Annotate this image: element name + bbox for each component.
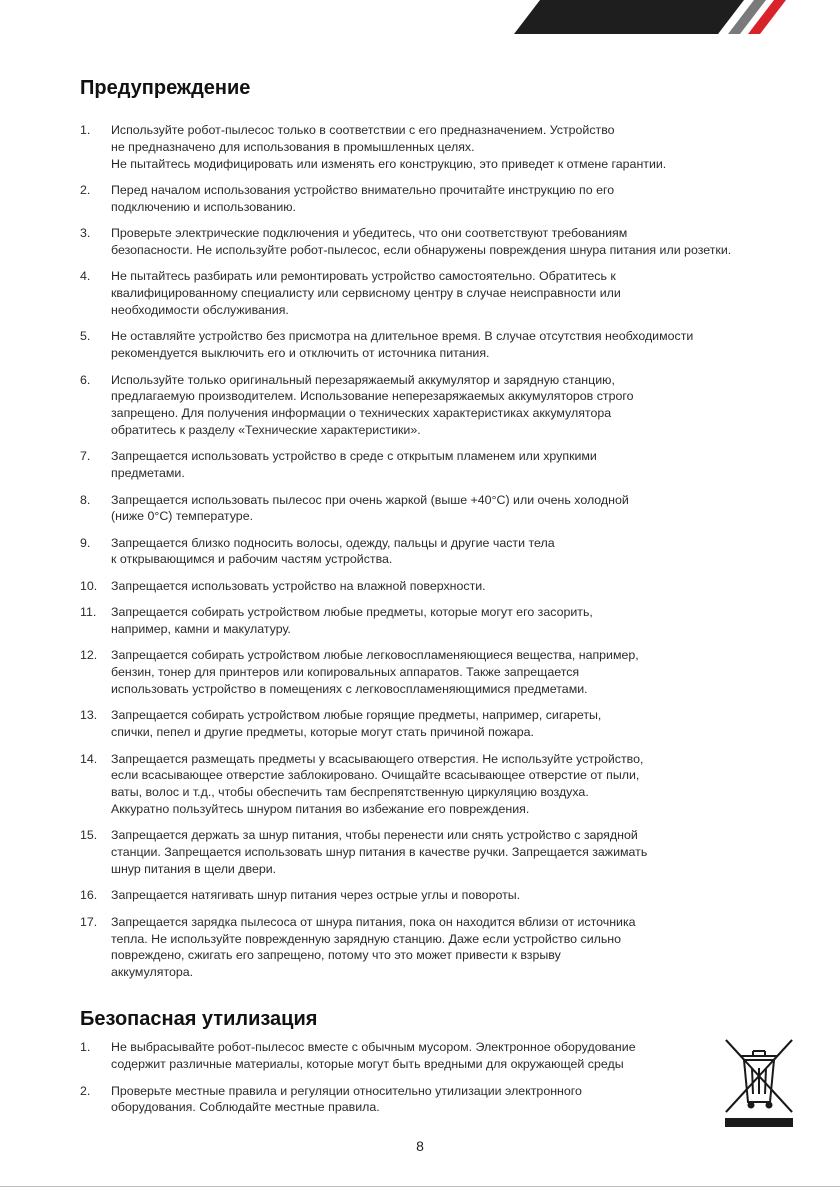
list-item-text: Запрещается собирать устройством любые горящие предметы, например, сигареты, спички, пепел и другие предметы, которые могут стать причиной пожара. xyxy=(111,708,602,740)
list-item-text: Запрещается размещать предметы у всасывающего отверстия. Не используйте устройство, если всасывающее отверстие заблокировано. Очищайте всасывающее отверстие от пыли, ваты, волос и т.д., чтобы обеспечить там беспрепятственную циркуляцию воздуха. Аккуратно пользуйтесь шнуром питания во избежание его повреждения. xyxy=(111,751,644,817)
list-item xyxy=(80,707,760,741)
list-item-number: 15. xyxy=(80,828,98,843)
list-item-number: 12. xyxy=(80,648,98,663)
list-item xyxy=(80,578,760,595)
list-item xyxy=(80,887,760,904)
list-item-text: Не выбрасывайте робот-пылесос вместе с обычным мусором. Электронное оборудование содержит различные материалы, которые могут быть вредными для окружающей среды xyxy=(111,1040,636,1071)
list-item xyxy=(80,182,760,216)
brand-stripe-dark xyxy=(514,0,744,34)
crossed-out-wheelie-bin-icon xyxy=(722,1038,796,1128)
list-item-text: Запрещается собирать устройством любые легковоспламеняющиеся вещества, например, бензин, тонер для принтеров или копировальных аппаратов. Также запрещается использовать устройство в помещениях с легковоспламеняющимися предметами. xyxy=(111,648,639,697)
list-item-number: 2. xyxy=(80,182,91,197)
list-item xyxy=(80,492,760,526)
list-item-number: 3. xyxy=(80,226,91,241)
brand-stripes-decoration xyxy=(490,0,840,34)
list-item-number: 5. xyxy=(80,329,91,344)
list-item-text: Запрещается использовать устройство в среде с открытым пламенем или хрупкими предметами. xyxy=(111,449,597,481)
page-number: 8 xyxy=(416,1138,424,1154)
list-item-number: 8. xyxy=(80,492,91,507)
list-item-text: Запрещается держать за шнур питания, чтобы перенести или снять устройство с зарядной станции. Запрещается использовать шнур питания в качестве ручки. Запрещается зажимать шнур питания в щели двери. xyxy=(111,828,648,876)
list-item xyxy=(80,914,760,981)
list-item xyxy=(80,328,760,362)
list-item-text: Проверьте электрические подключения и убедитесь, что они соответствуют требованиям безопасности. Не используйте робот-пылесос, если обнаружены повреждения шнура питания или розетки. xyxy=(111,226,732,257)
list-item xyxy=(80,448,760,482)
list-item-number: 6. xyxy=(80,372,91,387)
list-item xyxy=(80,372,760,439)
list-item-number: 14. xyxy=(80,751,98,766)
list-item-number: 11. xyxy=(80,605,97,620)
list-item-number: 10. xyxy=(80,578,98,593)
list-item-text: Запрещается использовать пылесос при очень жаркой (выше +40°С) или очень холодной (ниже 0°С) температуре. xyxy=(111,492,629,524)
list-item-text: Не оставляйте устройство без присмотра на длительное время. В случае отсутствия необходимости рекомендуется выключить его и отключить от источника питания. xyxy=(111,329,694,361)
disposal-heading: Безопасная утилизация xyxy=(80,1008,318,1030)
list-item-number: 17. xyxy=(80,914,98,929)
list-item xyxy=(80,751,760,818)
list-item xyxy=(80,122,760,172)
list-item-number: 9. xyxy=(80,535,91,550)
list-item-number: 16. xyxy=(80,888,98,903)
list-item-text: Не пытайтесь разбирать или ремонтировать устройство самостоятельно. Обратитесь к квалифицированному специалисту или сервисному центру в случае неисправности или необходимости обслуживания. xyxy=(111,269,621,317)
list-item xyxy=(80,535,760,569)
list-item-number: 7. xyxy=(80,449,91,464)
list-item xyxy=(80,604,760,638)
list-item xyxy=(80,827,760,877)
bottom-divider xyxy=(0,1186,840,1187)
list-item-text: Проверьте местные правила и регуляции относительно утилизации электронного оборудования. Соблюдайте местные правила. xyxy=(111,1083,582,1115)
disposal-list xyxy=(80,1039,720,1116)
list-item xyxy=(80,1039,720,1073)
list-item-number: 4. xyxy=(80,269,91,284)
list-item-text: Перед началом использования устройство внимательно прочитайте инструкцию по его подключению и использованию. xyxy=(111,182,615,214)
warning-heading: Предупреждение xyxy=(80,77,251,99)
list-item xyxy=(80,225,760,259)
list-item-text: Используйте робот-пылесос только в соответствии с его предназначением. Устройство не предназначено для использования в промышленных целях. Не пытайтесь модифицировать или изменять его конструкцию, это приведет к отмене гарантии. xyxy=(111,123,667,171)
list-item-text: Запрещается собирать устройством любые предметы, которые могут его засорить, например, камни и макулатуру. xyxy=(111,605,593,637)
list-item-number: 1. xyxy=(80,1040,91,1054)
warning-list xyxy=(80,122,760,981)
list-item-number: 13. xyxy=(80,708,98,723)
list-item-number: 1. xyxy=(80,123,91,137)
list-item-text: Используйте только оригинальный перезаряжаемый аккумулятор и зарядную станцию, предлагаемую производителем. Использование неперезаряжаемых аккумуляторов строго запрещено. Для получения информации о технических характеристиках аккумулятора обратитесь к разделу «Технические характеристики». xyxy=(111,372,634,437)
list-item xyxy=(80,268,760,318)
list-item xyxy=(80,1083,720,1117)
list-item xyxy=(80,647,760,697)
list-item-text: Запрещается близко подносить волосы, одежду, пальцы и другие части тела к открывающимся и рабочим частям устройства. xyxy=(111,535,555,567)
list-item-number: 2. xyxy=(80,1083,91,1098)
list-item-text: Запрещается зарядка пылесоса от шнура питания, пока он находится вблизи от источника тепла. Не используйте поврежденную зарядную станцию. Даже если устройство сильно повреждено, сжигать его запрещено, потому что это может привести к взрыву аккумулятора. xyxy=(111,914,636,980)
list-item-text: Запрещается натягивать шнур питания через острые углы и повороты. xyxy=(111,888,521,903)
list-item-text: Запрещается использовать устройство на влажной поверхности. xyxy=(111,578,486,593)
